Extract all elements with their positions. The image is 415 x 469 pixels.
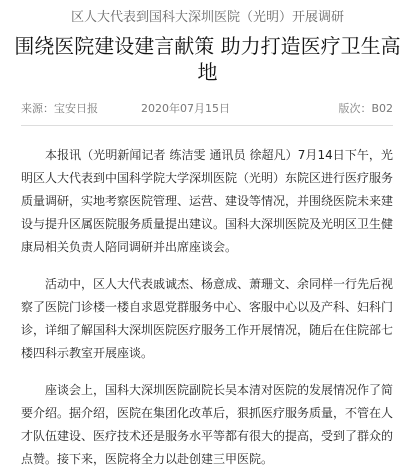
article-edition: 版次：B02 [338,102,393,115]
article-source: 来源：宝安日报 [21,102,98,115]
paragraph-text: 座谈会上，国科大深圳医院副院长吴本清对医院的发展情况作了简要介绍。据介绍，医院在集团化改革后，狠抓医疗服务质量，不管在人才队伍建设、医疗技术还是服务水平等都有很大的提高，受到了群众的点赞。接下来，医院将全力以赴创建三甲医院。 [21,383,394,466]
paragraph-text: 活动中，区人大代表戚诚杰、杨意成、萧珊文、余同样一行先后视察了医院门诊楼一楼自求恩党群服务中心、客服中心以及产科、妇科门诊，详细了解国科大深圳医院医疗服务工作开展情况，随后在住院部七楼四科示教室开展座谈。 [21,277,394,360]
article-body [21,144,393,469]
article-paragraph [21,144,393,259]
article-paragraph [21,379,393,469]
article-paragraph [21,273,393,365]
article-subtitle: 区人大代表到国科大深圳医院（光明）开展调研 [70,10,344,25]
divider [21,125,393,126]
paragraph-text: 本报讯（光明新闻记者 练洁雯 通讯员 徐超凡）7月14日下午，光明区人大代表到中国科学院大学深圳医院（光明）东院区进行医疗服务质量调研，实地考察医院管理、运营、建设等情况，并围绕医院未来建设与提升区属医院服务质量提出建议。国科大深圳医院及光明区卫生健康局相关负责人陪同调研并出席座谈会。 [21,148,394,254]
article-date: 2020年07月15日 [141,102,230,115]
article-meta [21,100,393,118]
article-title: 围绕医院建设建言献策 助力打造医疗卫生高地 [14,34,401,84]
